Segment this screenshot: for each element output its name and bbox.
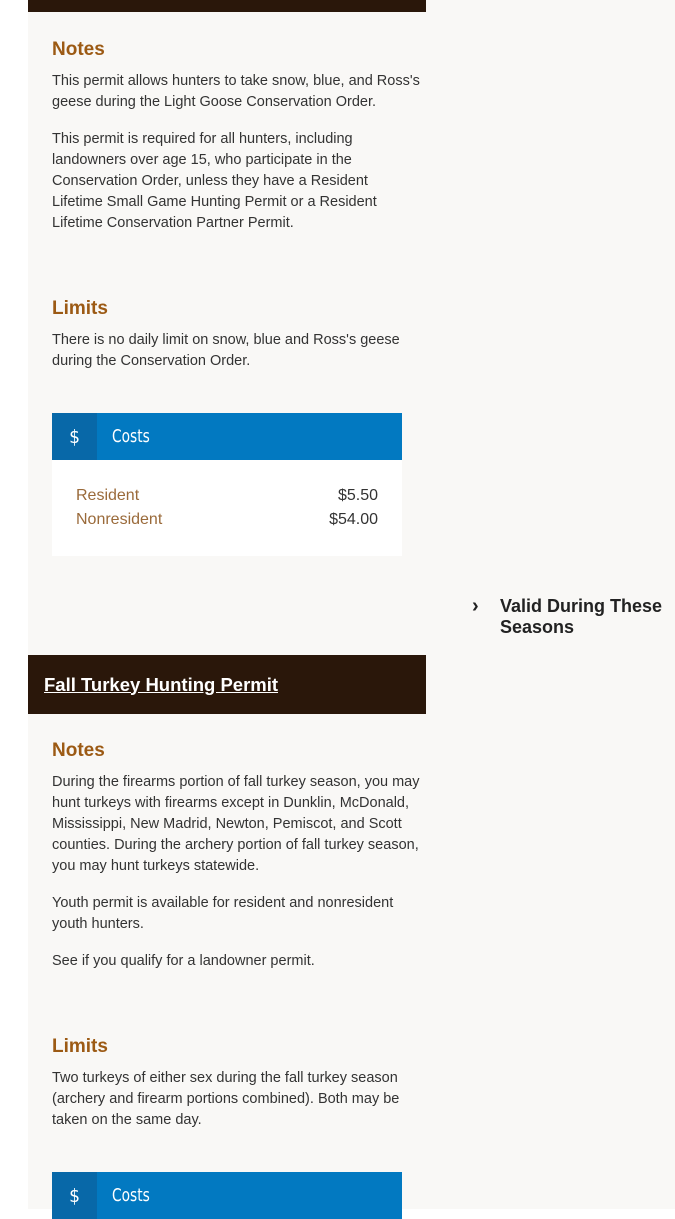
dollar-icon: $ xyxy=(52,413,97,460)
note-text: This permit allows hunters to take snow, blue, and Ross's geese during the Light Goose Conservation Order. xyxy=(52,73,420,110)
note-text: See if you qualify for a landowner permit. xyxy=(52,953,315,969)
limits-section xyxy=(52,1036,422,1147)
cost-label: Resident xyxy=(76,487,140,504)
notes-section xyxy=(52,740,422,988)
costs-box xyxy=(52,413,402,556)
cost-price: $5.50 xyxy=(337,487,378,504)
valid-seasons-toggle[interactable] xyxy=(472,596,675,638)
limits-section xyxy=(52,298,422,388)
note-text: During the firearms portion of fall turkey season, you may hunt turkeys with firearms except in Dunklin, McDonald, Mississippi, New Madrid, Newton, Pemiscot, and Scott counties. During the archery portion of fall turkey season, you may hunt turkeys statewide. xyxy=(52,774,420,874)
notes-section xyxy=(52,39,422,250)
costs-title: Costs xyxy=(112,1185,150,1206)
chevron-right-icon: › xyxy=(472,595,479,617)
note-text: This permit is required for all hunters, including landowners over age 15, who participate in the Conservation Order, unless they have a Resident Lifetime Small Game Hunting Permit or a Resident Lifetime Conservation Partner Permit. xyxy=(52,131,377,231)
notes-heading: Notes xyxy=(52,39,105,60)
permit-header-bar xyxy=(28,0,426,12)
limits-heading: Limits xyxy=(52,1036,108,1057)
note-text: Youth permit is available for resident and nonresident youth hunters. xyxy=(52,895,394,932)
permit-title-link[interactable]: Fall Turkey Hunting Permit xyxy=(44,673,279,695)
cost-label: Nonresident xyxy=(76,511,163,528)
costs-box xyxy=(52,1172,402,1219)
costs-title: Costs xyxy=(112,426,150,447)
notes-heading: Notes xyxy=(52,740,105,761)
permit-list xyxy=(28,0,675,1209)
cost-row xyxy=(52,484,402,508)
dollar-icon: $ xyxy=(52,1172,97,1219)
limits-text: There is no daily limit on snow, blue and Ross's geese during the Conservation Order. xyxy=(52,332,400,369)
permit-title-bar xyxy=(28,655,426,714)
limits-heading: Limits xyxy=(52,298,108,319)
cost-price: $54.00 xyxy=(329,511,378,528)
cost-row xyxy=(52,508,402,532)
valid-seasons-label: Valid During These Seasons xyxy=(500,596,663,637)
limits-text: Two turkeys of either sex during the fall turkey season (archery and firearm portions combined). Both may be taken on the same day. xyxy=(52,1070,400,1128)
